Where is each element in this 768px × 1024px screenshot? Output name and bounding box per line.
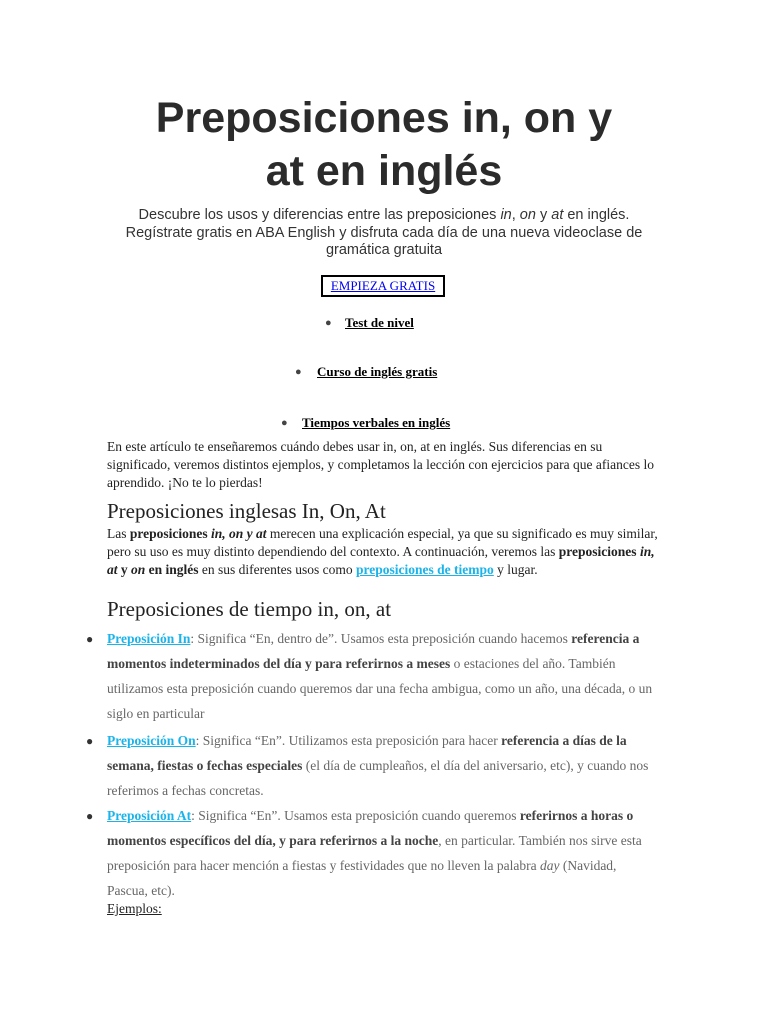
list-item-in: [107, 626, 659, 726]
item-in-text-2: o estaciones del año. También utilizamos esta preposición cuando queremos dar una fecha ambigua, como un año, una década, o un siglo en particular: [107, 656, 653, 721]
s1-italic-2: in, at: [107, 544, 655, 577]
preposicion-on-link[interactable]: Preposición On: [107, 733, 196, 748]
item-at-text: : Significa “En”. Usamos esta preposición cuando queremos: [191, 808, 520, 823]
s1-italic: in, on y at: [211, 526, 267, 541]
page-title: [0, 92, 768, 198]
list-item-on: [107, 728, 659, 803]
subtitle-text-2: en inglés. Regístrate gratis en ABA English y disfruta cada día de una nueva videoclase de gramática gratuita: [125, 207, 643, 258]
s1-italic-3: on: [131, 562, 146, 577]
list-bullet: ●: [86, 734, 94, 748]
cta-box: [321, 275, 445, 297]
title-line-1: Preposiciones in, on y: [155, 94, 613, 142]
title-line-2: at en inglés: [265, 147, 503, 195]
item-at-italic: day: [539, 858, 560, 873]
nav-bullet: ●: [325, 317, 332, 329]
s1-bold-2: preposiciones: [558, 544, 640, 559]
subtitle-in: in: [500, 207, 512, 223]
item-in-text: : Significa “En, dentro de”. Usamos esta preposición cuando hacemos: [190, 631, 572, 646]
list-bullet: ●: [86, 809, 94, 823]
section-heading-tiempo: Preposiciones de tiempo in, on, at: [107, 597, 392, 621]
list-item-at: [107, 803, 659, 903]
subtitle: [110, 207, 658, 260]
nav-bullet: ●: [295, 366, 302, 378]
item-at-text-3: (Navidad, Pascua, etc).: [107, 858, 617, 898]
item-on-text-2: (el día de cumpleaños, el día del aniversario, etc), y cuando nos referimos a fechas concretas.: [107, 758, 649, 798]
subtitle-comma: ,: [511, 207, 520, 223]
subtitle-on: on: [519, 207, 536, 223]
item-on-bold: referencia a días de la semana, fiestas o fechas especiales: [107, 733, 627, 773]
intro-paragraph: En este artículo te enseñaremos cuándo debes usar in, on, at en inglés. Sus diferencias en su significado, veremos distintos ejemplos, y completamos la lección con ejercicios para que afiances lo aprendido. ¡No te lo pierdas!: [107, 439, 654, 490]
empieza-gratis-button[interactable]: EMPIEZA GRATIS: [330, 278, 436, 293]
s1-text-3: en sus diferentes usos como: [198, 562, 357, 577]
ejemplos-label: Ejemplos:: [107, 901, 162, 916]
section-heading-preposiciones: Preposiciones inglesas In, On, At: [107, 499, 386, 523]
item-on-text: : Significa “En”. Utilizamos esta preposición para hacer: [195, 733, 502, 748]
item-at-bold: referirnos a horas o momentos específicos del día, y para referirnos a la noche: [107, 808, 634, 848]
subtitle-text: Descubre los usos y diferencias entre las preposiciones: [138, 207, 501, 223]
item-in-bold: referencia a momentos indeterminados del día y para referirnos a meses: [107, 631, 640, 671]
nav-bullet: ●: [281, 417, 288, 429]
item-at-text-2: , en particular. También nos sirve esta preposición para hacer mención a fiestas y festividades que no lleven la palabra: [107, 833, 642, 873]
subtitle-y: y: [535, 207, 552, 223]
s1-bold-4: en inglés: [145, 562, 199, 577]
s1-text: Las: [107, 526, 130, 541]
s1-bold: preposiciones: [129, 526, 212, 541]
list-bullet: ●: [86, 632, 94, 646]
preposiciones-de-tiempo-link[interactable]: preposiciones de tiempo: [356, 562, 494, 577]
subtitle-at: at: [551, 207, 564, 223]
nav-link-test-de-nivel[interactable]: Test de nivel: [345, 315, 414, 330]
section1-paragraph: [107, 525, 665, 579]
preposicion-in-link[interactable]: Preposición In: [107, 631, 191, 646]
s1-text-2: merecen una explicación especial, ya que su significado es muy similar, pero su uso es muy distinto dependiendo del contexto. A continuación, veremos las: [107, 526, 658, 559]
nav-link-tiempos-verbales[interactable]: Tiempos verbales en inglés: [302, 415, 451, 430]
preposicion-at-link[interactable]: Preposición At: [107, 808, 192, 823]
s1-bold-3: y: [117, 562, 132, 577]
nav-link-curso-ingles[interactable]: Curso de inglés gratis: [317, 364, 438, 379]
s1-text-4: y lugar.: [493, 562, 538, 577]
